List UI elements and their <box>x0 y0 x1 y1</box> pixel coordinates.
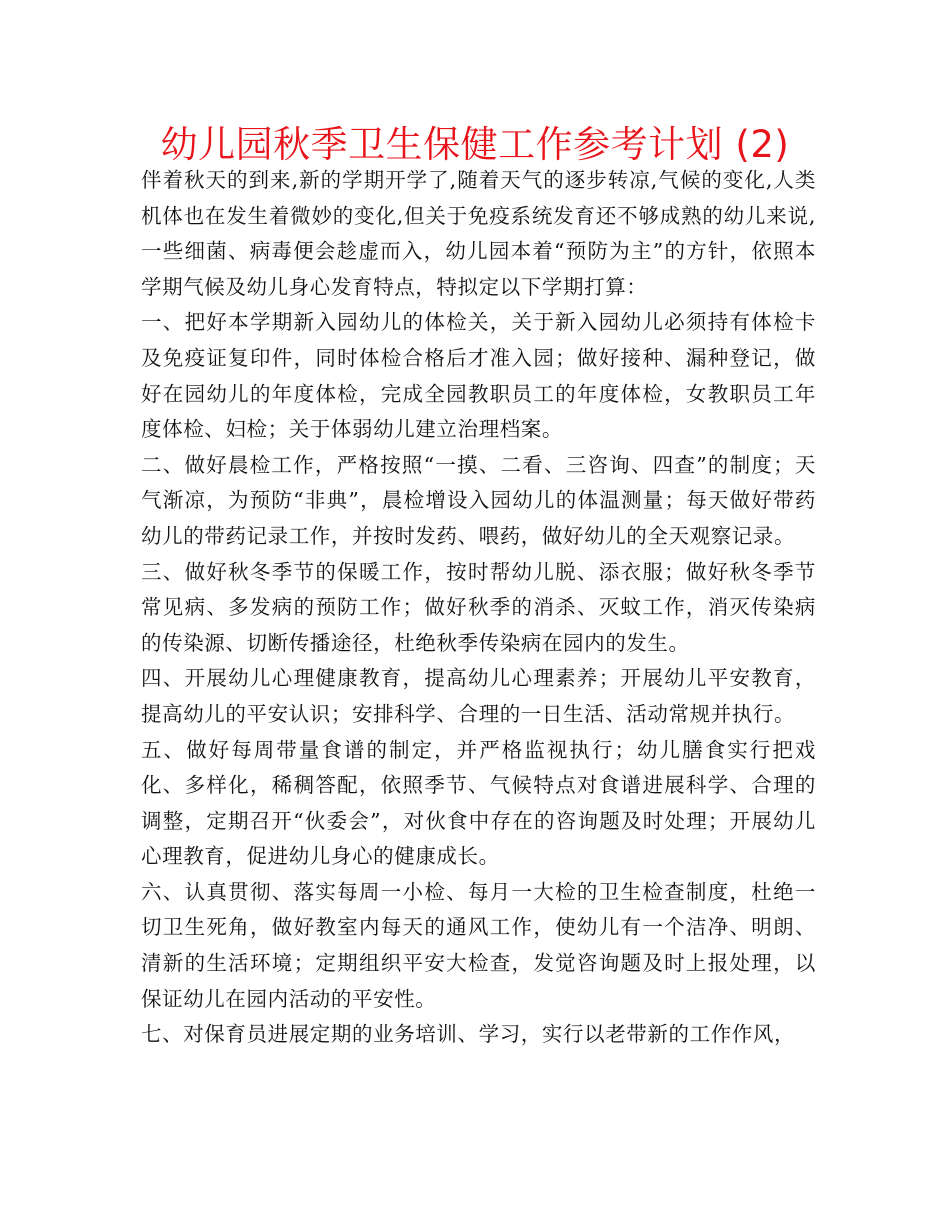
paragraph-item-5: 五、做好每周带量食谱的制定，并严格监视执行；幼儿膳食实行把戏化、多样化，稀稠答配，依照季节、气候特点对食谱进展科学、合理的调整，定期召开“伙委会”，对伙食中存在的咨询题及时处理；开展幼儿心理教育，促进幼儿身心的健康成长。 <box>141 737 816 869</box>
document-title: 幼儿园秋季卫生保健工作参考计划 (2) <box>160 123 790 166</box>
paragraph-item-2: 二、做好晨检工作，严格按照“一摸、二看、三咨询、四查”的制度；天气渐凉，为预防“非典”，晨检增设入园幼儿的体温测量；每天做好带药幼儿的带药记录工作，并按时发药、喂药，做好幼儿的全天观察记录。 <box>141 452 816 548</box>
paragraph-item-4: 四、开展幼儿心理健康教育，提高幼儿心理素养；开展幼儿平安教育，提高幼儿的平安认识；安排科学、合理的一日生活、活动常规并执行。 <box>141 666 816 726</box>
document-body <box>141 163 816 1053</box>
paragraph-intro: 伴着秋天的到来,新的学期开学了,随着天气的逐步转凉,气候的变化,人类机体也在发生着微妙的变化,但关于免疫系统发育还不够成熟的幼儿来说,一些细菌、病毒便会趁虚而入，幼儿园本着“预防为主”的方针，依照本学期气候及幼儿身心发育特点，特拟定以下学期打算： <box>141 168 816 299</box>
paragraph-item-7: 七、对保育员进展定期的业务培训、学习，实行以老带新的工作作风， <box>141 1022 796 1047</box>
paragraph-item-1: 一、把好本学期新入园幼儿的体检关，关于新入园幼儿必须持有体检卡及免疫证复印件，同时体检合格后才准入园；做好接种、漏种登记，做好在园幼儿的年度体检，完成全园教职员工的年度体检，女教职员工年度体检、妇检；关于体弱幼儿建立治理档案。 <box>141 310 816 442</box>
paragraph-item-6: 六、认真贯彻、落实每周一小检、每月一大检的卫生检查制度，杜绝一切卫生死角，做好教室内每天的通风工作，使幼儿有一个洁净、明朗、清新的生活环境；定期组织平安大检查，发觉咨询题及时上报处理，以保证幼儿在园内活动的平安性。 <box>141 879 816 1011</box>
paragraph-item-3: 三、做好秋冬季节的保暖工作，按时帮幼儿脱、添衣服；做好秋冬季节常见病、多发病的预防工作；做好秋季的消杀、灭蚊工作，消灭传染病的传染源、切断传播途径，杜绝秋季传染病在园内的发生。 <box>141 559 816 655</box>
